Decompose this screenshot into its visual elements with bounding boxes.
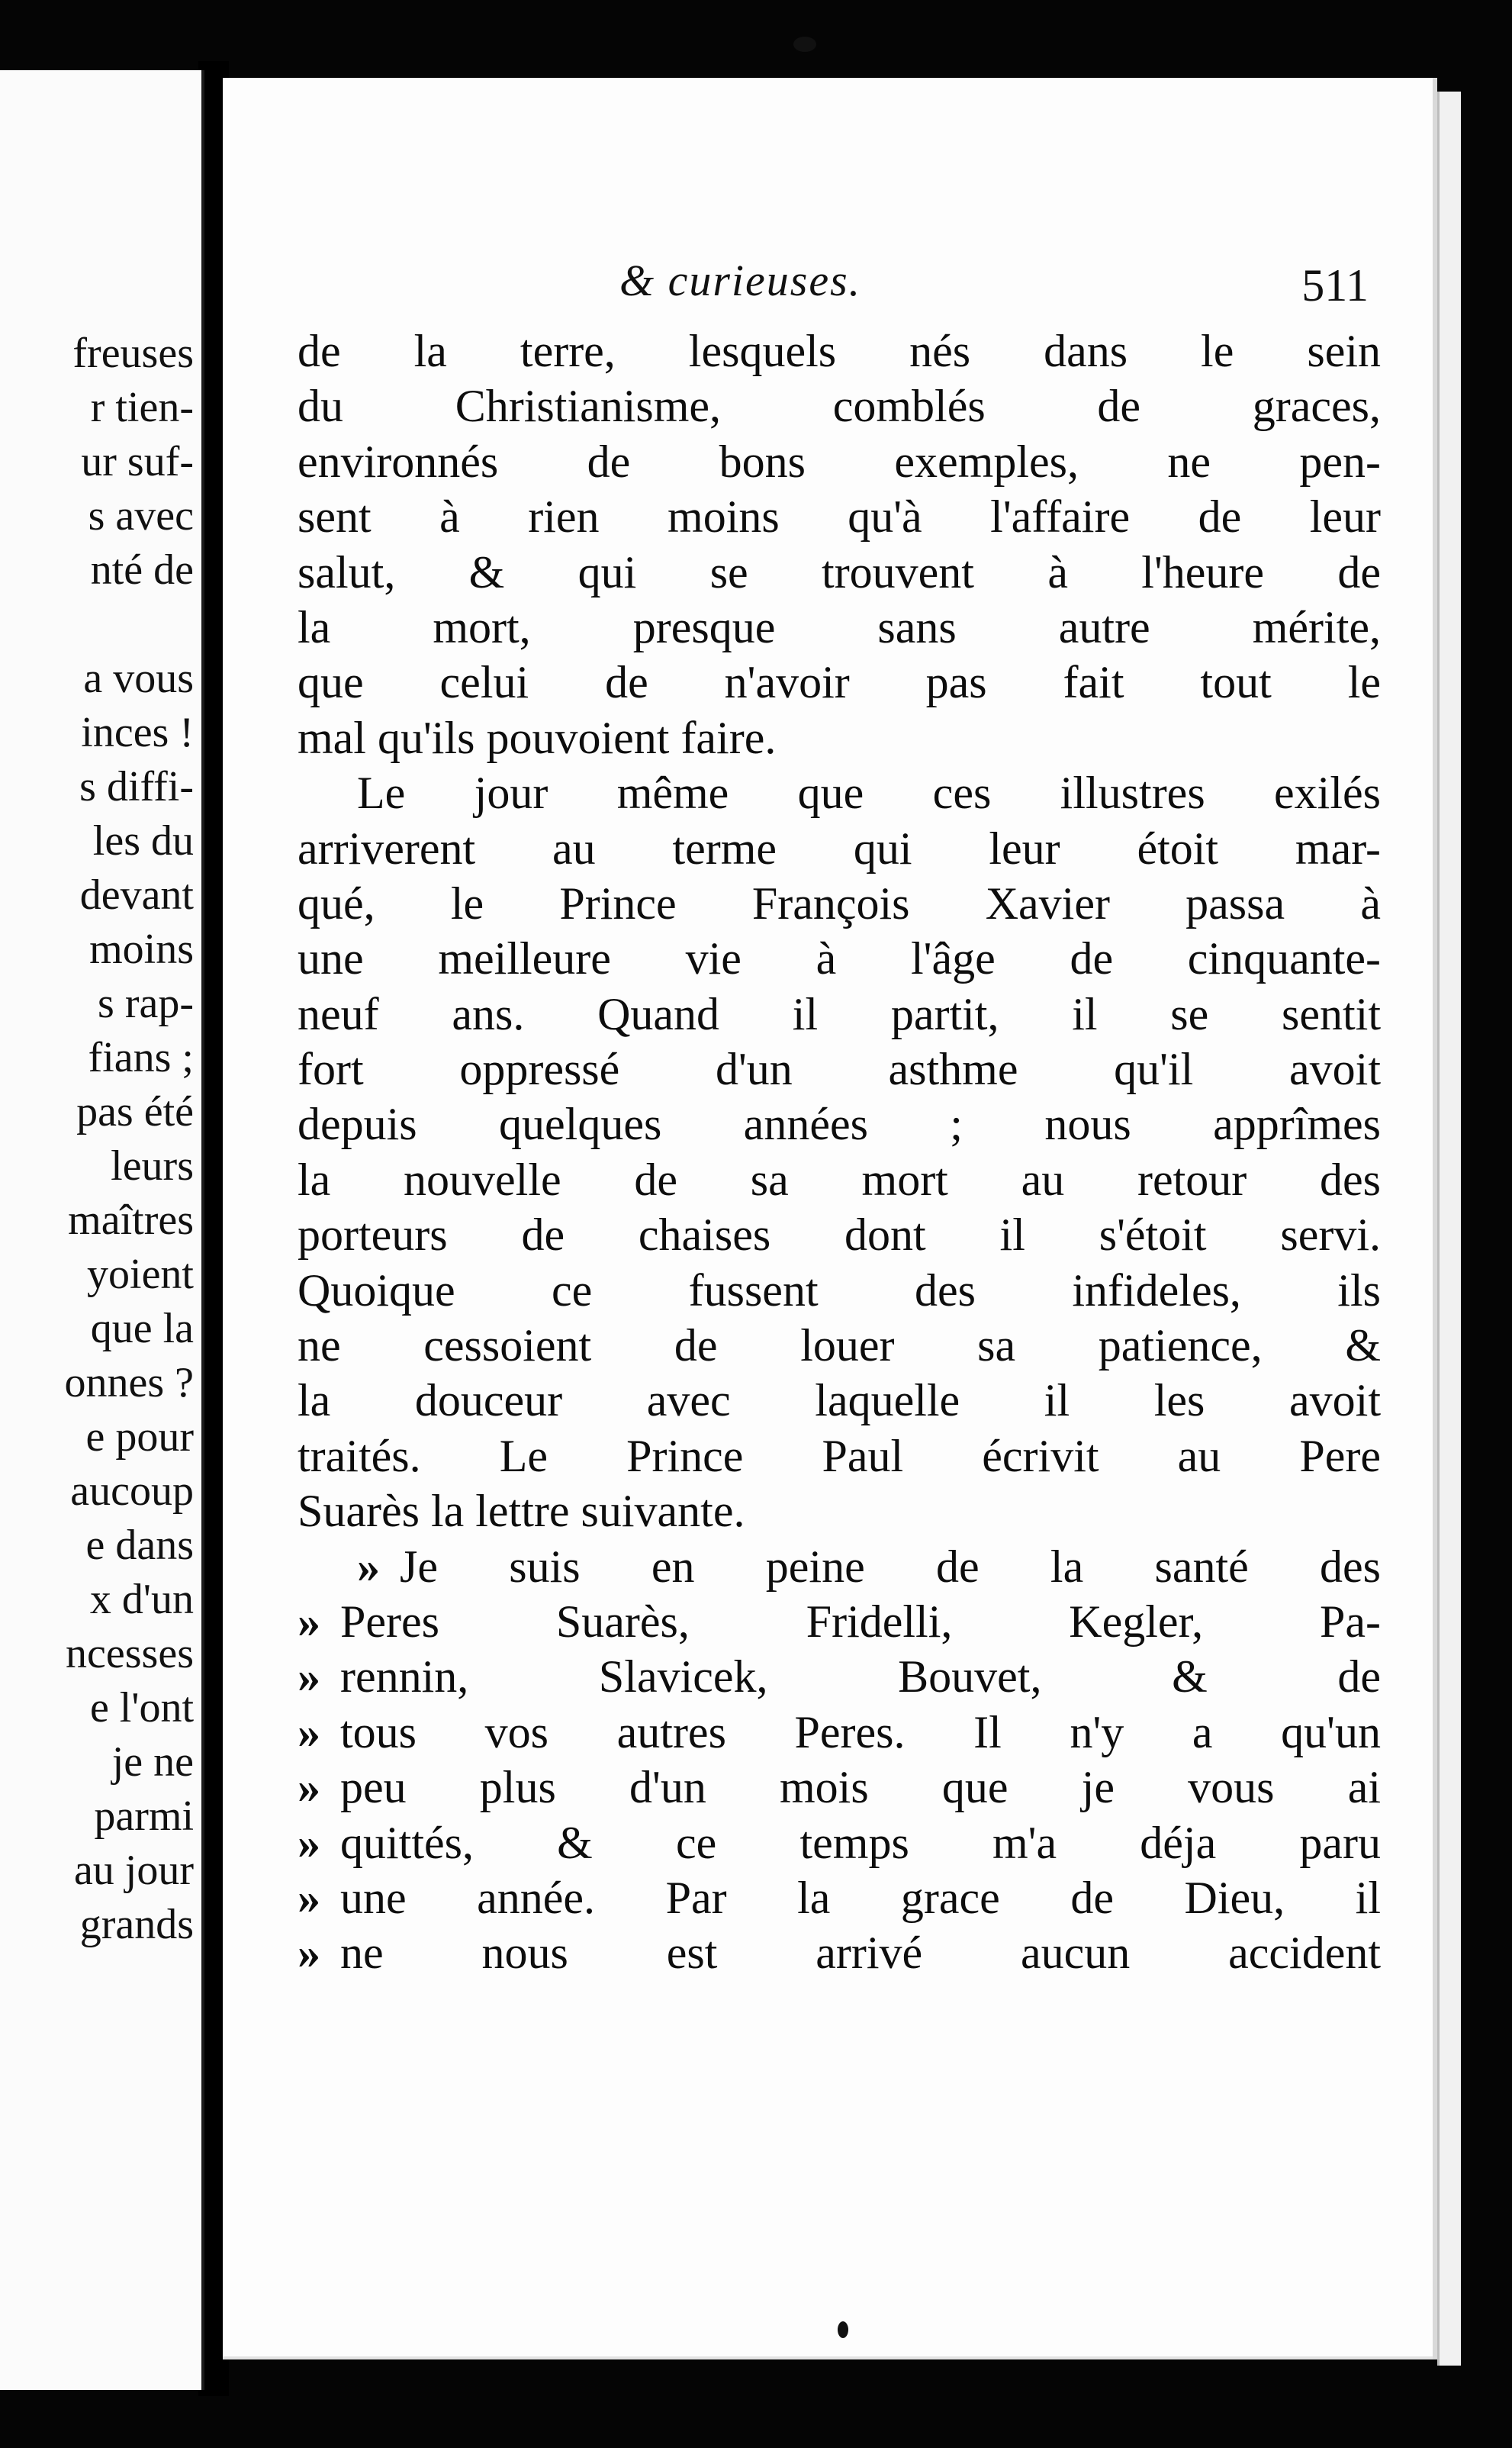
- line-text: qué, le Prince François Xavier passa à: [298, 878, 1381, 929]
- left-page-line: s rap-: [98, 980, 194, 1027]
- left-page-line: ur suf-: [81, 438, 194, 485]
- line-text: que celui de n'avoir pas fait tout le: [298, 657, 1381, 708]
- line-text: depuis quelques années ; nous apprîmes: [298, 1099, 1381, 1150]
- line-text: peu plus d'un mois que je vous ai: [340, 1762, 1381, 1813]
- quote-mark: »: [298, 1651, 320, 1702]
- letter-line: [298, 1925, 1381, 1980]
- paragraph-1: [298, 324, 1381, 765]
- text-line: [298, 765, 1381, 820]
- left-page-line: inces !: [81, 709, 194, 756]
- line-text: de la terre, lesquels nés dans le sein: [298, 326, 1381, 376]
- page-edge: [1437, 92, 1461, 2366]
- left-page-line: onnes ?: [64, 1359, 194, 1406]
- running-head: & curieuses.: [619, 256, 862, 305]
- quote-mark: »: [298, 1596, 320, 1647]
- left-page-line: x d'un: [89, 1576, 194, 1623]
- line-text: ne nous est arrivé aucun accident: [340, 1928, 1381, 1979]
- body-text: [298, 324, 1381, 1981]
- line-text: mal qu'ils pouvoient faire.: [298, 712, 777, 763]
- letter-line: [298, 1760, 1381, 1815]
- left-page-line: yoient: [87, 1251, 194, 1298]
- text-line: [298, 1483, 1381, 1538]
- ink-blot: [793, 37, 816, 52]
- quote-mark: »: [357, 1541, 380, 1592]
- line-text: rennin, Slavicek, Bouvet, & de: [340, 1651, 1381, 1702]
- text-line: [298, 931, 1381, 986]
- line-text: Peres Suarès, Fridelli, Kegler, Pa-: [340, 1596, 1381, 1647]
- line-text: fort oppressé d'un asthme qu'il avoit: [298, 1044, 1381, 1095]
- letter-line: [298, 1705, 1381, 1760]
- text-line: [298, 434, 1381, 489]
- left-page-line: leurs: [111, 1142, 194, 1190]
- text-line: [298, 710, 1381, 765]
- quote-mark: »: [298, 1872, 320, 1923]
- left-page-line: r tien-: [90, 384, 194, 431]
- letter-line: [298, 1870, 1381, 1925]
- line-text: porteurs de chaises dont il s'étoit servi.: [298, 1210, 1381, 1261]
- text-line: [298, 378, 1381, 433]
- left-page-line: fians ;: [88, 1034, 194, 1081]
- left-page-line: grands: [79, 1901, 194, 1948]
- ink-blot: [838, 2321, 848, 2338]
- left-page-line: je ne: [111, 1738, 194, 1786]
- quote-mark: »: [298, 1817, 320, 1868]
- line-text: tous vos autres Peres. Il n'y a qu'un: [340, 1706, 1381, 1757]
- line-text: traités. Le Prince Paul écrivit au Pere: [298, 1430, 1381, 1481]
- text-line: [298, 1318, 1381, 1373]
- line-text: arriverent au terme qui leur étoit mar-: [298, 823, 1381, 874]
- text-line: [298, 876, 1381, 931]
- right-page: [223, 78, 1437, 2359]
- quote-mark: »: [298, 1928, 320, 1979]
- left-page-line: ncesses: [66, 1630, 194, 1677]
- left-page-line: devant: [79, 871, 194, 919]
- left-page-line: pas été: [76, 1088, 194, 1135]
- text-line: [298, 1429, 1381, 1483]
- letter-line: [298, 1649, 1381, 1704]
- left-page-line: parmi: [94, 1793, 194, 1840]
- line-text: Je suis en peine de la santé des: [400, 1541, 1381, 1592]
- left-page-line: maîtres: [68, 1197, 194, 1244]
- text-line: [298, 1097, 1381, 1152]
- line-text: sent à rien moins qu'à l'affaire de leur: [298, 491, 1381, 543]
- letter-line: [298, 1539, 1381, 1594]
- line-text: Le jour même que ces illustres exilés: [357, 768, 1381, 819]
- left-page-line: s avec: [88, 492, 194, 540]
- paragraph-2: [298, 765, 1381, 1538]
- left-page-line: les du: [92, 817, 194, 865]
- left-page-line: aucoup: [70, 1467, 194, 1515]
- line-text: la mort, presque sans autre mérite,: [298, 601, 1381, 652]
- line-text: la douceur avec laquelle il les avoit: [298, 1375, 1381, 1426]
- quote-mark: »: [298, 1762, 320, 1813]
- line-text: du Christianisme, comblés de graces,: [298, 381, 1381, 432]
- text-line: [298, 1373, 1381, 1428]
- page-number: 511: [1301, 260, 1369, 311]
- line-text: quittés, & ce temps m'a déja paru: [340, 1817, 1381, 1868]
- line-text: la nouvelle de sa mort au retour des: [298, 1154, 1381, 1205]
- text-line: [298, 821, 1381, 876]
- left-page-line: e dans: [85, 1522, 194, 1569]
- left-page-line: que la: [90, 1305, 194, 1352]
- left-page-line: s diffi-: [79, 763, 194, 810]
- left-page-line: au jour: [73, 1847, 194, 1894]
- left-facing-page: [0, 70, 204, 2390]
- left-page-line: freuses: [72, 330, 194, 377]
- left-page-line: nté de: [90, 546, 194, 594]
- line-text: une année. Par la grace de Dieu, il: [340, 1872, 1381, 1923]
- left-page-line: moins: [89, 926, 194, 973]
- text-line: [298, 1263, 1381, 1318]
- line-text: ne cessoient de louer sa patience, &: [298, 1320, 1381, 1371]
- text-line: [298, 489, 1381, 544]
- text-line: [298, 545, 1381, 600]
- text-line: [298, 324, 1381, 378]
- line-text: salut, & qui se trouvent à l'heure de: [298, 546, 1381, 598]
- letter-line: [298, 1594, 1381, 1649]
- left-page-line: e l'ont: [89, 1684, 194, 1731]
- paragraph-3-letter: [298, 1539, 1381, 1981]
- text-line: [298, 600, 1381, 655]
- text-line: [298, 987, 1381, 1042]
- text-line: [298, 1152, 1381, 1207]
- text-line: [298, 1042, 1381, 1097]
- left-page-line: a vous: [83, 655, 194, 702]
- line-text: Suarès la lettre suivante.: [298, 1486, 745, 1537]
- left-page-text-column: [0, 327, 194, 1952]
- quote-mark: »: [298, 1706, 320, 1757]
- text-line: [298, 655, 1381, 710]
- text-line: [298, 1207, 1381, 1262]
- line-text: une meilleure vie à l'âge de cinquante-: [298, 933, 1381, 984]
- left-page-line: e pour: [85, 1413, 194, 1461]
- line-text: environnés de bons exemples, ne pen-: [298, 436, 1381, 487]
- line-text: Quoique ce fussent des infideles, ils: [298, 1264, 1381, 1316]
- letter-line: [298, 1815, 1381, 1870]
- line-text: neuf ans. Quand il partit, il se sentit: [298, 988, 1381, 1039]
- left-page-line: [0, 598, 194, 652]
